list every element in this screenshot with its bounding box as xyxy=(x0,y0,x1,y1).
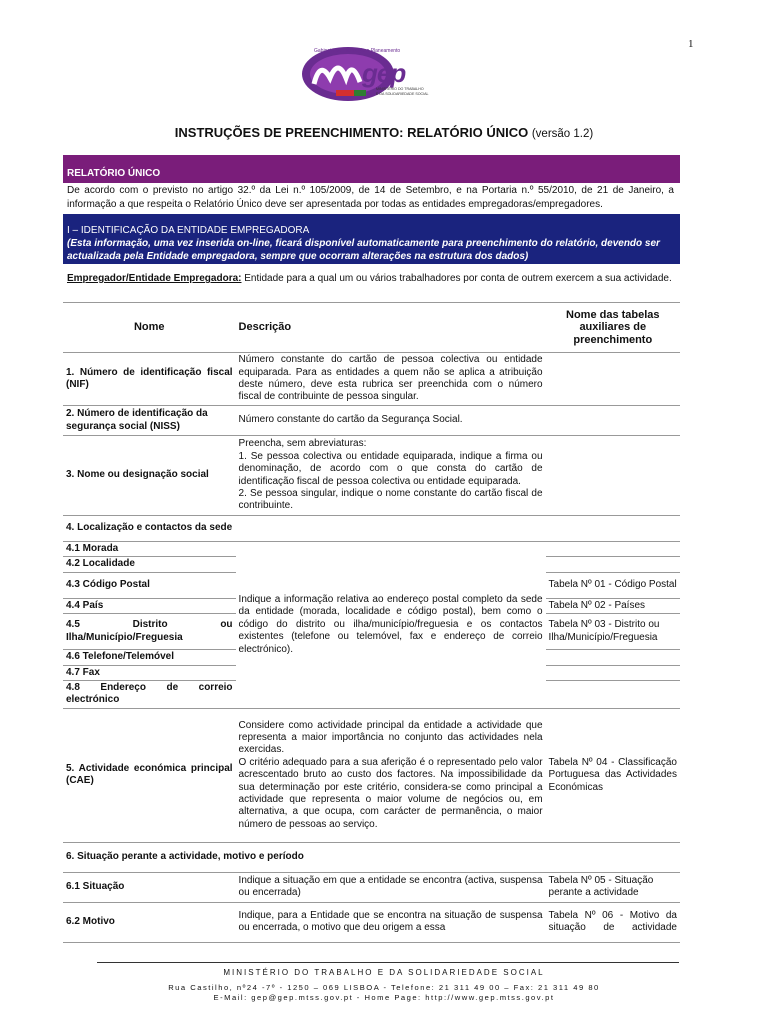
row-name: 3. Nome ou designação social xyxy=(63,436,236,516)
row-tab: Tabela Nº 03 - Distrito ou Ilha/Município/Freguesia xyxy=(546,614,680,650)
table-row xyxy=(63,436,680,516)
row-desc: 2. Se pessoa singular, indique o nome constante do cartão fiscal de contribuinte. xyxy=(238,487,543,512)
footer-address: Rua Castilho, nº24 -7º - 1250 – 069 LISBOA - Telefone: 21 311 49 00 – Fax: 21 311 49 80 xyxy=(168,983,600,992)
title-text: INSTRUÇÕES DE PREENCHIMENTO: RELATÓRIO ÚNICO xyxy=(174,125,529,140)
row-name: 4.3 Código Postal xyxy=(63,572,236,598)
footer-contacts: E-Mail: gep@gep.mtss.gov.pt - Home Page: http://www.gep.mtss.gov.pt xyxy=(213,993,555,1002)
section-i-band xyxy=(63,214,680,264)
row-name: 6.1 Situação xyxy=(63,872,236,902)
table-row xyxy=(63,902,680,942)
table-row xyxy=(63,406,680,436)
row-name: 6. Situação perante a actividade, motivo e período xyxy=(63,842,546,872)
header-nome: Nome xyxy=(63,303,236,353)
definition-term: Empregador/Entidade Empregadora: xyxy=(67,273,242,284)
row-name: 1. Número de identificação fiscal (NIF) xyxy=(63,353,236,406)
page-number: 1 xyxy=(688,38,694,50)
logo-caption: Gabinete de Estratégia e Planeamento xyxy=(314,48,401,54)
row-tab: Tabela Nº 04 - Classificação Portuguesa das Actividades Económicas xyxy=(546,708,680,842)
row-desc: Indique a situação em que a entidade se encontra (activa, suspensa ou encerrada) xyxy=(236,872,546,902)
table-row xyxy=(63,708,680,842)
row-tab: Tabela Nº 01 - Código Postal xyxy=(546,572,680,598)
header-descricao: Descrição xyxy=(236,303,546,353)
logo-sub2: E DA SOLIDARIEDADE SOCIAL xyxy=(376,92,429,96)
row-name: 6.2 Motivo xyxy=(63,902,236,942)
fields-table xyxy=(63,302,680,943)
footer-divider xyxy=(97,962,679,963)
table-row xyxy=(63,872,680,902)
table-row xyxy=(63,542,680,557)
row-name: 4.4 País xyxy=(63,598,236,613)
row-name: 2. Número de identificação da segurança social (NISS) xyxy=(63,406,236,436)
row-name: 4.1 Morada xyxy=(63,542,236,557)
row-desc: 1. Se pessoa colectiva ou entidade equiparada, indique a firma ou denominação, de acordo com o que consta do cartão de identificação fiscal de pessoa colectiva ou entidade equiparada. xyxy=(238,450,543,487)
row-name: 4.7 Fax xyxy=(63,665,236,680)
row-tab: Tabela Nº 02 - Países xyxy=(546,598,680,613)
definition xyxy=(63,272,680,286)
row-tab: Tabela Nº 06 - Motivo da situação de actividade xyxy=(546,902,680,942)
row-desc: Número constante do cartão de pessoa colectiva ou entidade equiparada. Para as entidades a quem não se aplica a atribuição deste número, deve esta rubrica ser preenchida com o número fiscal de contribuinte de pessoa singular. xyxy=(236,353,546,406)
document-title xyxy=(0,125,768,140)
row-name: 4. Localização e contactos da sede xyxy=(63,516,546,542)
table-row xyxy=(63,516,680,542)
row-name: 5. Actividade económica principal (CAE) xyxy=(63,708,236,842)
row-name: 4.5 Distrito ou Ilha/Município/Freguesia xyxy=(63,614,236,650)
section-i-note: (Esta informação, uma vez inserida on-line, ficará disponível automaticamente para preenchimento do relatório, devendo ser actualizada pela Entidade empregadora, sempre que ocorram alterações na estrutura dos dados) xyxy=(67,238,660,262)
row-tab: Tabela Nº 05 - Situação perante a actividade xyxy=(546,872,680,902)
row-name: 4.2 Localidade xyxy=(63,557,236,572)
row-desc: Indique, para a Entidade que se encontra na situação de suspensa ou encerrada, o motivo que deu origem a essa xyxy=(236,902,546,942)
row-name: 4.8 Endereço de correio electrónico xyxy=(63,681,236,709)
footer-ministry: MINISTÉRIO DO TRABALHO E DA SOLIDARIEDADE SOCIAL xyxy=(223,968,545,977)
logo-sub1: MINISTÉRIO DO TRABALHO xyxy=(376,87,424,91)
header-tabelas: Nome das tabelas auxiliares de preenchimento xyxy=(546,303,680,353)
section-ru-text: De acordo com o previsto no artigo 32.º da Lei n.º 105/2009, de 14 de Setembro, e na Portaria n.º 55/2010, de 21 de Janeiro, a informação a que respeita o Relatório Único deve ser apresentada por todas as entidades empregadoras/empregadores. xyxy=(67,185,674,210)
gep-logo xyxy=(300,44,480,102)
logo-wordmark: gep xyxy=(362,58,406,88)
table-row xyxy=(63,353,680,406)
row-desc: O critério adequado para a sua aferição é o representado pelo valor acrescentado bruto ao custo dos factores. Na impossibilidade da sua determinação por este critério, considera-se como principal a actividade que representa o maior volume de negócios ou, em alternativa, a que ocupa, com carácter de permanência, o maior número de pessoas ao serviço. xyxy=(238,756,543,830)
table-row xyxy=(63,842,680,872)
row-desc: Preencha, sem abreviaturas: xyxy=(238,438,367,450)
definition-text: Entidade para a qual um ou vários trabalhadores por conta de outrem exercem a sua actividade. xyxy=(241,273,672,284)
section-i-heading: I – IDENTIFICAÇÃO DA ENTIDADE EMPREGADORA xyxy=(67,225,310,236)
section-ru-heading: RELATÓRIO ÚNICO xyxy=(63,155,680,183)
row-desc: Número constante do cartão da Segurança Social. xyxy=(236,406,546,436)
row-desc: Considere como actividade principal da entidade a actividade que representa a maior importância no conjunto das actividades nela exercidas. xyxy=(238,719,543,756)
row-desc: Indique a informação relativa ao endereço postal completo da sede da entidade (morada, localidade e código postal), bem como o código do distrito ou ilha/município/freguesia e os contactos existentes (telefone ou telemóvel, fax e endereço de correio electrónico). xyxy=(236,542,546,709)
row-name: 4.6 Telefone/Telemóvel xyxy=(63,650,236,665)
version-text: (versão 1.2) xyxy=(531,128,594,140)
